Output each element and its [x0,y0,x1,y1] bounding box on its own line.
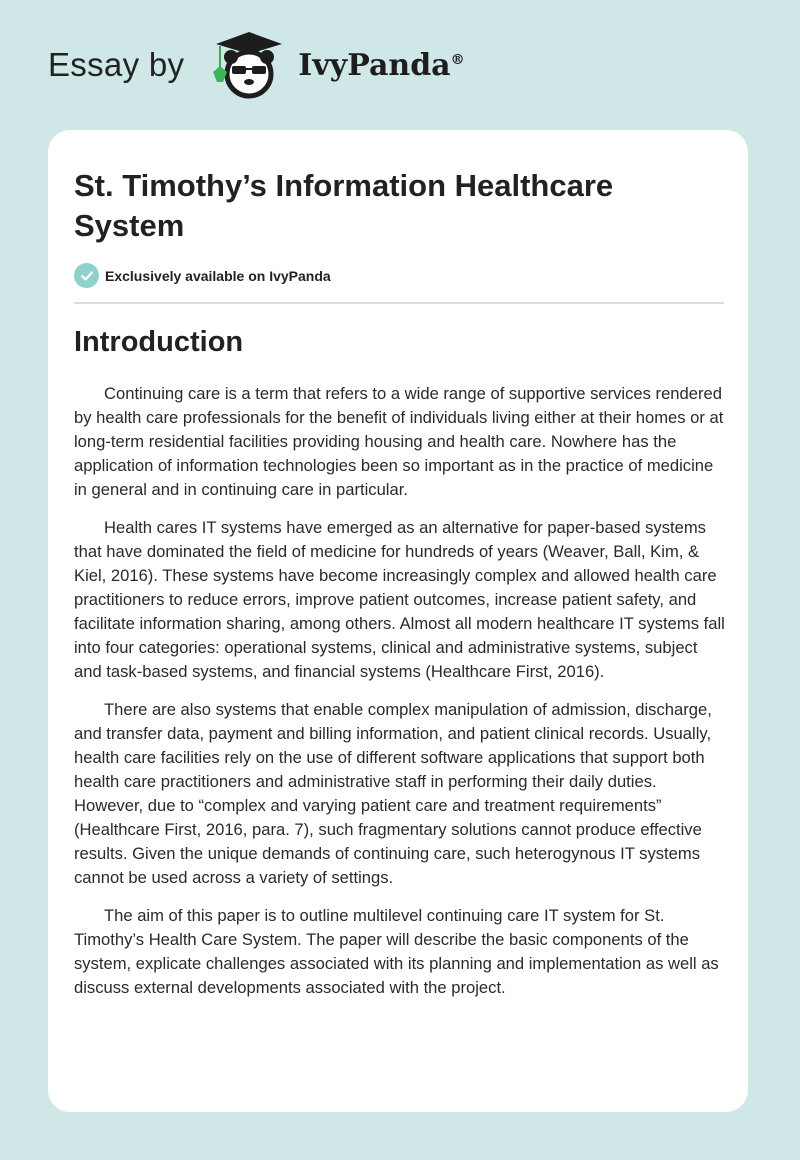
exclusive-badge [74,263,331,288]
paragraph: The aim of this paper is to outline multilevel continuing care IT system for St. Timothy’s Health Care System. The paper will describe the basic components of the system, explicate challenges associated with its planning and implementation as well as discuss external developments associated with the project. [74,906,719,997]
paragraph: Continuing care is a term that refers to a wide range of supportive services rendered by health care professionals for the benefit of individuals living either at their homes or at long-term residential facilities providing housing and health care. Nowhere has the application of information technologies been so important as in the practice of medicine in general and in continuing care in particular. [74,384,724,499]
badge-text: Exclusively available on IvyPanda [105,267,331,284]
paragraph: There are also systems that enable complex manipulation of admission, discharge, and transfer data, payment and billing information, and patient clinical records. Usually, health care facilities rely on the use of different software applications that support both health care practitioners and administrative staff in performing their daily duties. However, due to “complex and varying patient care and treatment requirements” (Healthcare First, 2016, para. 7), such fragmentary solutions cannot produce effective results. Given the unique demands of continuing care, such heterogynous IT systems cannot be used across a variety of settings. [74,700,712,887]
essay-body [74,382,728,1014]
divider [74,302,724,304]
brand-text: IvyPanda [298,47,451,83]
paragraph: Health cares IT systems have emerged as an alternative for paper-based systems that have dominated the field of medicine for hundreds of years (Weaver, Ball, Kim, & Kiel, 2016). These systems have become increasingly complex and allowed health care practitioners to reduce errors, improve patient outcomes, increase patient safety, and facilitate information sharing, among others. Almost all modern healthcare IT systems fall into four categories: operational systems, clinical and administrative systems, subject and task-based systems, and financial systems (Healthcare First, 2016). [74,518,725,681]
ivypanda-logo-icon[interactable] [204,30,294,100]
site-header [48,30,465,100]
essay-by-label: Essay by [48,46,185,83]
essay-title: St. Timothy’s Information Healthcare System [74,168,614,243]
checkmark-icon [74,263,99,288]
brand-name [298,48,464,83]
essay-card [48,130,748,1112]
registered-mark: ® [450,51,465,68]
section-heading: Introduction [74,326,244,358]
